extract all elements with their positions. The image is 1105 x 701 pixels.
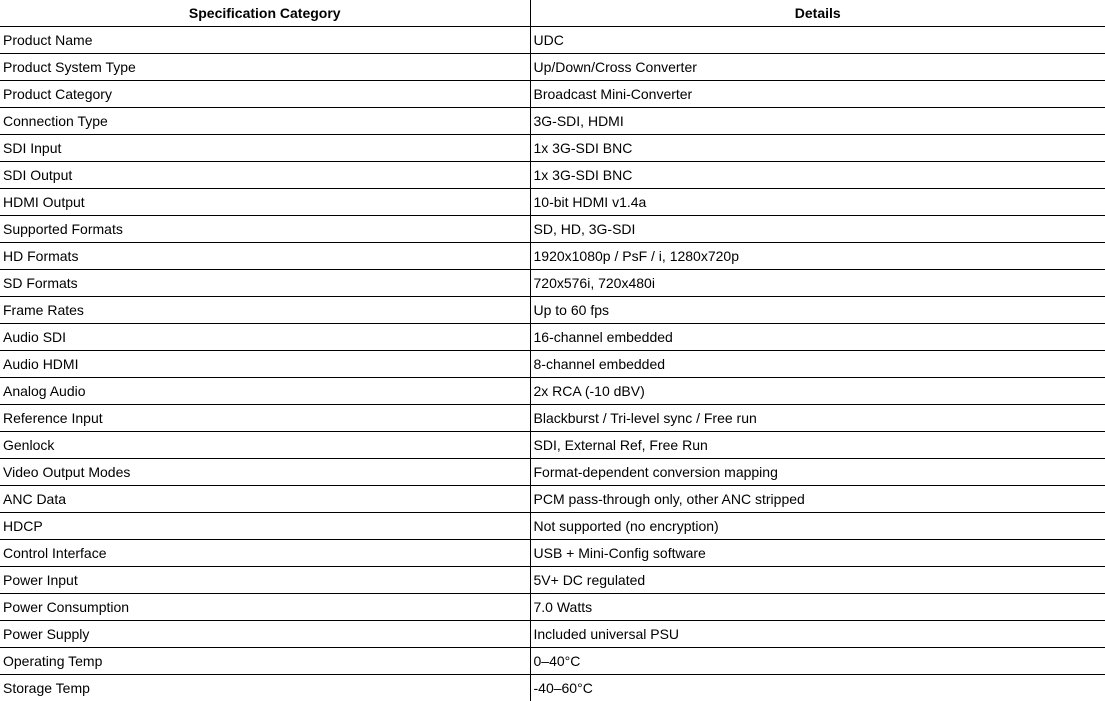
spec-detail-cell: -40–60°C bbox=[530, 675, 1105, 701]
table-row bbox=[0, 540, 1105, 567]
spec-category-cell: Audio HDMI bbox=[0, 351, 530, 378]
spec-category-cell: Supported Formats bbox=[0, 216, 530, 243]
spec-category-cell: Frame Rates bbox=[0, 297, 530, 324]
table-row bbox=[0, 378, 1105, 405]
spec-detail-cell: 10-bit HDMI v1.4a bbox=[530, 189, 1105, 216]
table-row bbox=[0, 567, 1105, 594]
table-row bbox=[0, 513, 1105, 540]
table-row bbox=[0, 594, 1105, 621]
spec-detail-cell: UDC bbox=[530, 27, 1105, 54]
spec-detail-cell: USB + Mini-Config software bbox=[530, 540, 1105, 567]
table-row bbox=[0, 405, 1105, 432]
spec-detail-cell: Broadcast Mini-Converter bbox=[530, 81, 1105, 108]
spec-category-cell: HDCP bbox=[0, 513, 530, 540]
spec-detail-cell: 1x 3G-SDI BNC bbox=[530, 135, 1105, 162]
spec-category-cell: Storage Temp bbox=[0, 675, 530, 701]
spec-category-cell: Connection Type bbox=[0, 108, 530, 135]
spec-detail-cell: 2x RCA (-10 dBV) bbox=[530, 378, 1105, 405]
spec-detail-cell: SDI, External Ref, Free Run bbox=[530, 432, 1105, 459]
table-row bbox=[0, 648, 1105, 675]
spec-category-cell: HDMI Output bbox=[0, 189, 530, 216]
table-row bbox=[0, 621, 1105, 648]
spec-category-cell: Operating Temp bbox=[0, 648, 530, 675]
spec-detail-cell: Format-dependent conversion mapping bbox=[530, 459, 1105, 486]
table-row bbox=[0, 81, 1105, 108]
table-row bbox=[0, 54, 1105, 81]
table-row bbox=[0, 459, 1105, 486]
spec-detail-cell: 8-channel embedded bbox=[530, 351, 1105, 378]
spec-detail-cell: 5V+ DC regulated bbox=[530, 567, 1105, 594]
spec-detail-cell: Up to 60 fps bbox=[530, 297, 1105, 324]
spec-detail-cell: SD, HD, 3G-SDI bbox=[530, 216, 1105, 243]
spec-category-cell: Control Interface bbox=[0, 540, 530, 567]
spec-category-cell: ANC Data bbox=[0, 486, 530, 513]
spec-detail-cell: Up/Down/Cross Converter bbox=[530, 54, 1105, 81]
spec-detail-cell: 16-channel embedded bbox=[530, 324, 1105, 351]
table-body bbox=[0, 27, 1105, 701]
spec-category-cell: SDI Input bbox=[0, 135, 530, 162]
spec-detail-cell: 0–40°C bbox=[530, 648, 1105, 675]
table-row bbox=[0, 135, 1105, 162]
spec-detail-cell: Included universal PSU bbox=[530, 621, 1105, 648]
spec-category-cell: SDI Output bbox=[0, 162, 530, 189]
table-row bbox=[0, 216, 1105, 243]
spec-category-cell: HD Formats bbox=[0, 243, 530, 270]
table-row bbox=[0, 189, 1105, 216]
table-row bbox=[0, 27, 1105, 54]
spec-category-cell: SD Formats bbox=[0, 270, 530, 297]
spec-category-cell: Video Output Modes bbox=[0, 459, 530, 486]
spec-detail-cell: 720x576i, 720x480i bbox=[530, 270, 1105, 297]
table-row bbox=[0, 432, 1105, 459]
spec-category-cell: Product System Type bbox=[0, 54, 530, 81]
column-header-details: Details bbox=[530, 0, 1105, 27]
spec-category-cell: Power Input bbox=[0, 567, 530, 594]
table-row bbox=[0, 351, 1105, 378]
spec-detail-cell: Not supported (no encryption) bbox=[530, 513, 1105, 540]
table-row bbox=[0, 297, 1105, 324]
header-row bbox=[0, 0, 1105, 27]
spec-category-cell: Power Consumption bbox=[0, 594, 530, 621]
spec-category-cell: Product Name bbox=[0, 27, 530, 54]
spec-detail-cell: Blackburst / Tri-level sync / Free run bbox=[530, 405, 1105, 432]
spec-detail-cell: PCM pass-through only, other ANC stripped bbox=[530, 486, 1105, 513]
table-row bbox=[0, 675, 1105, 701]
table-row bbox=[0, 324, 1105, 351]
spec-detail-cell: 1x 3G-SDI BNC bbox=[530, 162, 1105, 189]
table-row bbox=[0, 162, 1105, 189]
spec-category-cell: Reference Input bbox=[0, 405, 530, 432]
spec-category-cell: Genlock bbox=[0, 432, 530, 459]
spec-category-cell: Analog Audio bbox=[0, 378, 530, 405]
table-row bbox=[0, 486, 1105, 513]
table-row bbox=[0, 270, 1105, 297]
spec-category-cell: Audio SDI bbox=[0, 324, 530, 351]
table-row bbox=[0, 108, 1105, 135]
column-header-category: Specification Category bbox=[0, 0, 530, 27]
spec-detail-cell: 1920x1080p / PsF / i, 1280x720p bbox=[530, 243, 1105, 270]
spec-detail-cell: 7.0 Watts bbox=[530, 594, 1105, 621]
spec-detail-cell: 3G-SDI, HDMI bbox=[530, 108, 1105, 135]
spec-category-cell: Product Category bbox=[0, 81, 530, 108]
table-row bbox=[0, 243, 1105, 270]
spec-category-cell: Power Supply bbox=[0, 621, 530, 648]
